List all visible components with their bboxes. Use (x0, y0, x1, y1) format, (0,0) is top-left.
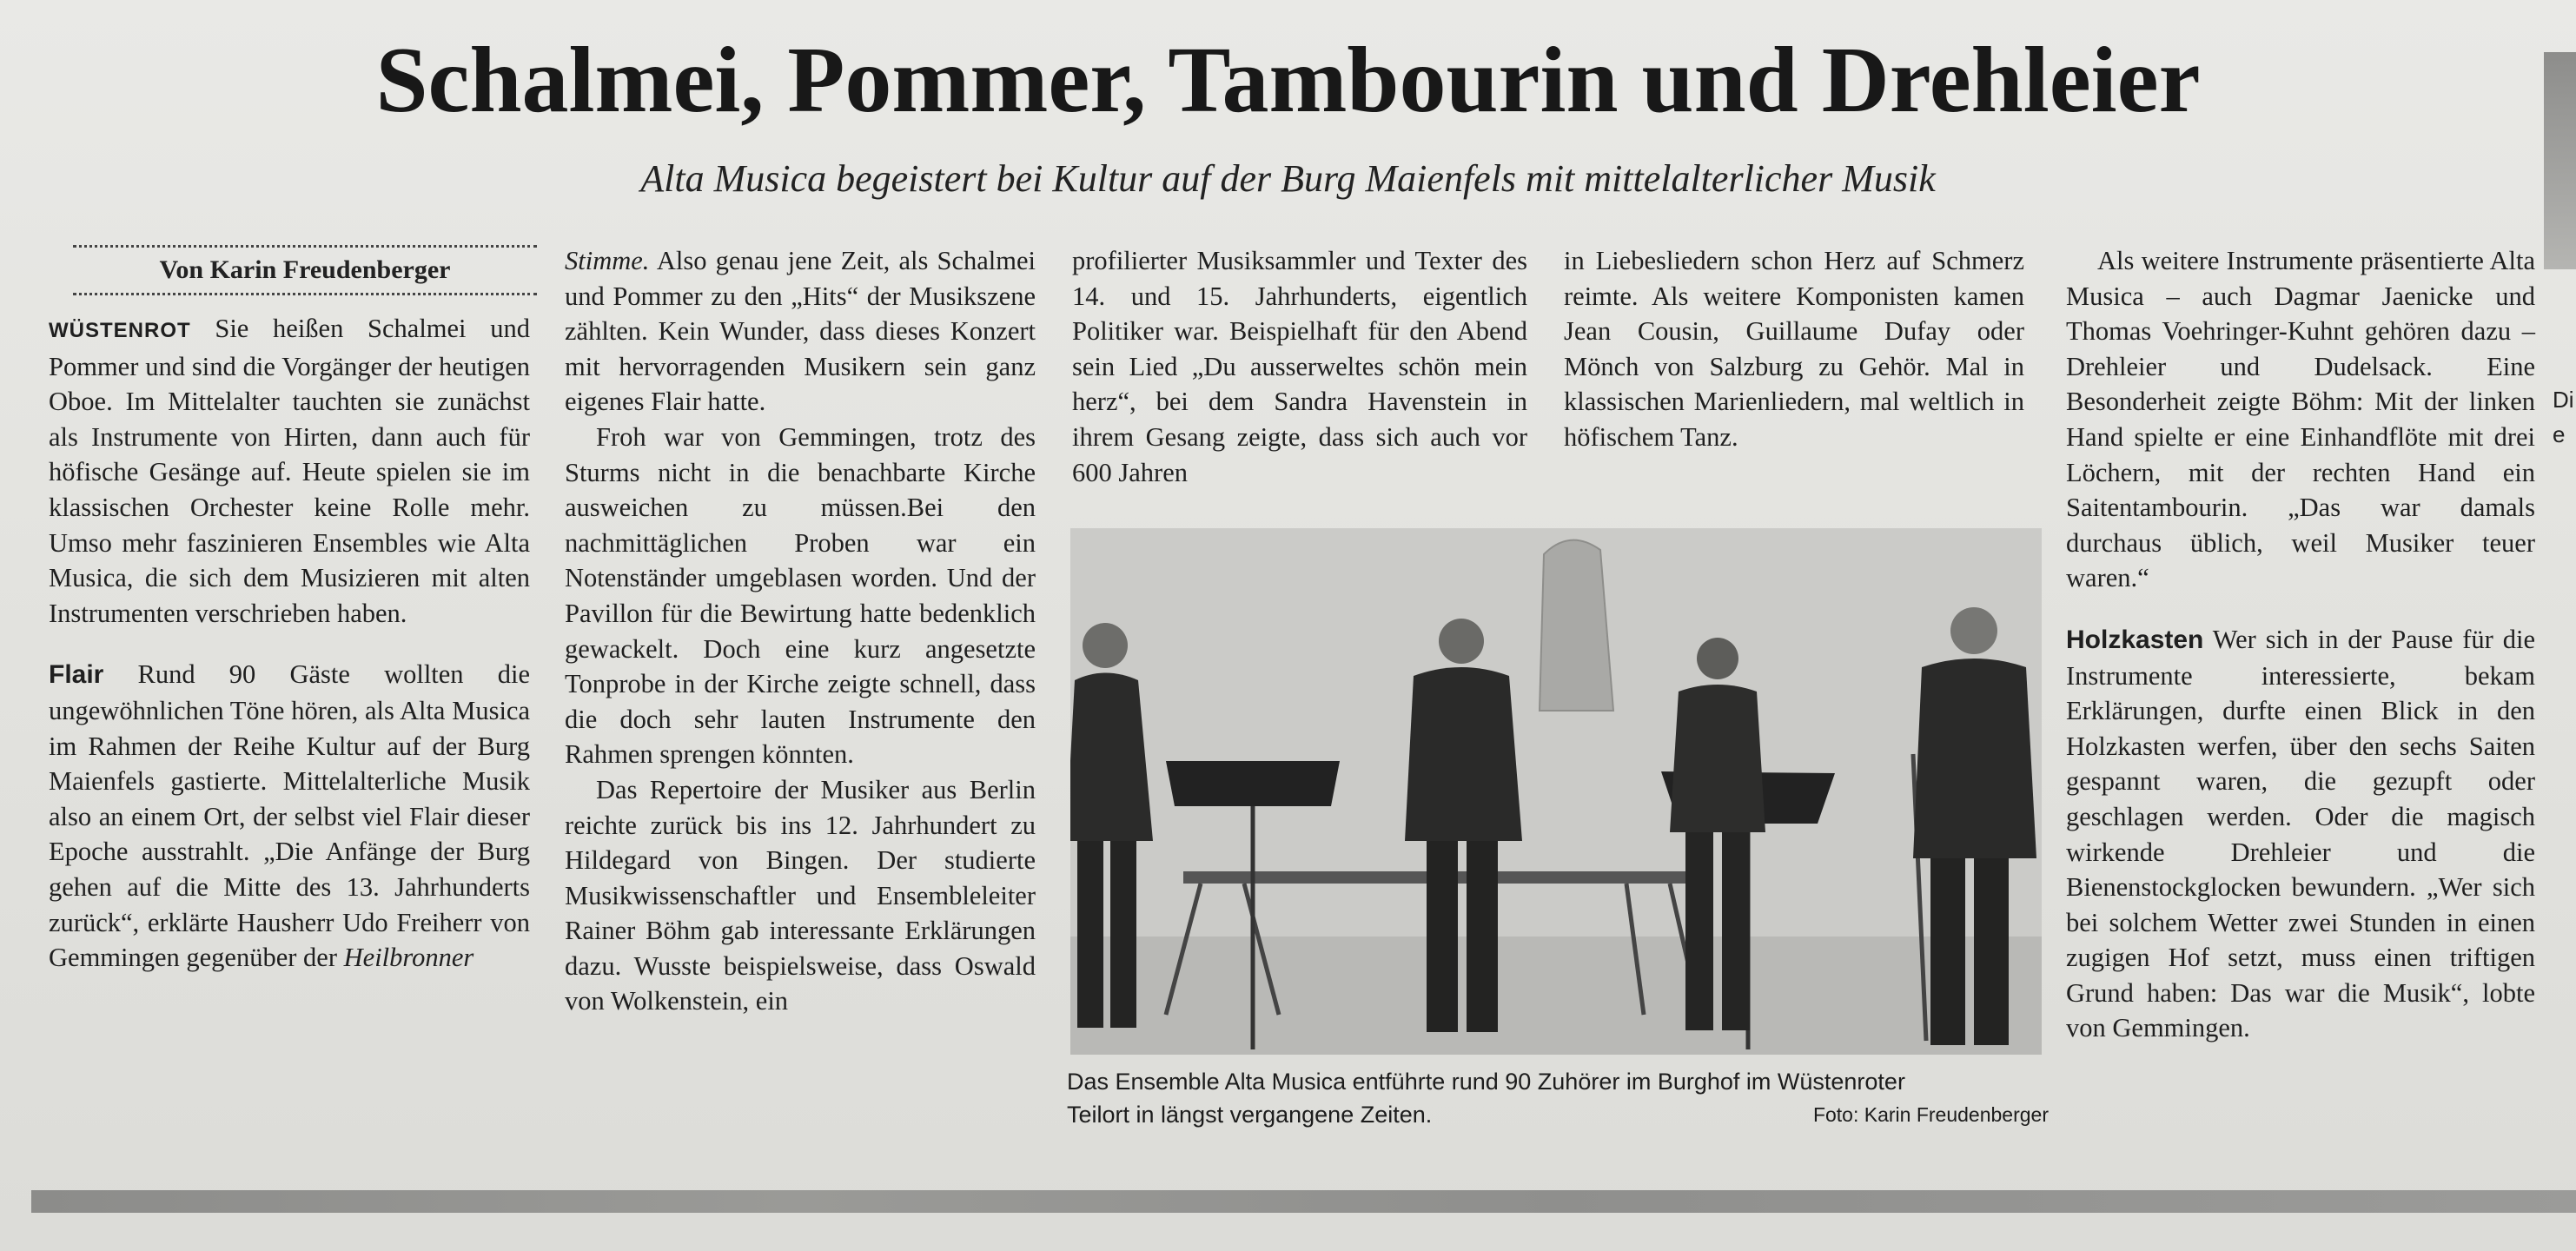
article-column-5 (2066, 243, 2535, 1046)
edge-text-line: e (2553, 421, 2566, 447)
bottom-rule (31, 1190, 2576, 1213)
paragraph-text: Rund 90 Gäste wollten die ungewöhnlichen Töne hören, als Alta Musica im Rahmen der Reihe Kultur auf der Burg Maienfels gastierte. Mittelalterliche Musik also an einem Ort, der selbst viel Flair dieser Epoche ausstrahlt. „Die Anfänge der Burg gehen auf die Mitte des 13. Jahrhunderts zurück“, erklärte Hausherr Udo Freiherr von Gemmingen gegenüber der (49, 659, 530, 973)
article-column-3 (1072, 243, 1527, 490)
paragraph (2066, 622, 2535, 1046)
paragraph: profilierter Musiksammler und Texter des 14. und 15. Jahrhunderts, eigentlich Politiker war. Beispielhaft für den Abend sein Lied „Du ausserweltes schön mein herz“, bei dem Sandra Havenstein in ihrem Gesang zeigte, dass sich auch vor 600 Jahren (1072, 246, 1527, 487)
article-column-1 (49, 311, 530, 976)
paragraph-text: Wer sich in der Pause für die Instrumente interessierte, bekam Erklärungen, durfte einen Blick in den Holzkasten werfen, über den sechs Saiten gespannt waren, die gezupft oder geschlagen werden. Oder die magisch wirkende Drehleier und die Bienenstockglocken bewundern. „Wer sich bei solchem Wetter zwei Stunden in einen zugigen Hof setzt, muss einen triftigen Grund haben: Das war die Musik“, lobte von Gemmingen. (2066, 624, 2535, 1043)
adjacent-article-edge (2553, 382, 2574, 452)
paragraph (565, 243, 1036, 420)
article-column-4 (1564, 243, 2024, 455)
paragraph-text: Also genau jene Zeit, als Schalmei und Pommer zu den „Hits“ der Musikszene zählten. Kein Wunder, dass dieses Konzert mit hervorragenden Musikern sein ganz eigenes Flair hatte. (565, 246, 1036, 417)
article-subheadline: Alta Musica begeistert bei Kultur auf der Burg Maienfels mit mittelalterlicher Musik (640, 157, 1936, 200)
paragraph-text-italic: Stimme. (565, 246, 650, 275)
paragraph (49, 657, 530, 975)
paragraph (49, 311, 530, 631)
paragraph: Das Repertoire der Musiker aus Berlin reichte zurück bis ins 12. Jahrhundert zu Hildegard von Bingen. Der studierte Musikwissenschaftler und Ensembleleiter Rainer Böhm gab interessante Erklärungen dazu. Wusste beispielsweise, dass Oswald von Wolkenstein, ein (565, 774, 1036, 1016)
ensemble-photo (1070, 528, 2042, 1055)
paragraph-text-italic: Heilbronner (343, 943, 474, 973)
music-stand (1166, 761, 1340, 806)
paragraph: Als weitere Instrumente präsentierte Alta Musica – auch Dagmar Jaenicke und Thomas Voehringer-Kuhnt gehören dazu – Drehleier und Dudelsack. Eine Besonderheit zeigte Böhm: Mit der linken Hand spielte er eine Einhandflöte mit drei Löchern, mit der rechten Hand ein Saitentambourin. „Das war damals durchaus üblich, weil Musiker teuer waren.“ (2066, 246, 2535, 593)
dateline-place: WÜSTENROT (49, 319, 191, 342)
photo-caption (1067, 1065, 2049, 1131)
paragraph: Froh war von Gemmingen, trotz des Sturms nicht in die benachbarte Kirche ausweichen zu müssen.Bei den nachmittäglichen Proben war ein Notenständer umgeblasen worden. Und der Pavillon für die Bewirtung hatte bedenklich gewackelt. Doch eine kurz angesetzte Tonprobe in der Kirche zeigte schnell, dass die doch sehr lauten Instrumente den Rahmen sprengen könnten. (565, 421, 1036, 770)
paragraph-text: Sie heißen Schalmei und Pommer und sind die Vorgänger der heutigen Oboe. Im Mittelalter tauchten sie zunächst als Instrumente von Hirten, dann auch für höfische Gesänge auf. Heute spielen sie im klassischen Orchester keine Rolle mehr. Umso mehr faszinieren Ensembles wie Alta Musica, die sich dem Musizieren mit alten Instrumenten verschrieben haben. (49, 314, 530, 628)
photo-caption-text: Das Ensemble Alta Musica entführte rund 90 Zuhörer im Burghof im Wüstenroter Teilort in längst vergangene Zeiten. (1067, 1069, 1905, 1128)
section-kicker: Flair (49, 660, 104, 690)
byline: Von Karin Freudenberger (73, 245, 537, 295)
article-headline: Schalmei, Pommer, Tambourin und Drehleier (375, 29, 2201, 132)
section-kicker: Holzkasten (2066, 625, 2204, 654)
ensemble-photo-illustration (1070, 528, 2042, 1055)
article-column-2 (565, 243, 1036, 1019)
paragraph: in Liebesliedern schon Herz auf Schmerz reimte. Als weitere Komponisten kamen Jean Cousin, Guillaume Dufay oder Mönch von Salzburg zu Gehör. Mal in klassischen Marienliedern, mal weltlich in höfischem Tanz. (1564, 246, 2024, 452)
stone-stele (1540, 540, 1613, 711)
edge-text-line: Di (2553, 387, 2574, 413)
photo-credit: Foto: Karin Freudenberger (1812, 1103, 2049, 1126)
